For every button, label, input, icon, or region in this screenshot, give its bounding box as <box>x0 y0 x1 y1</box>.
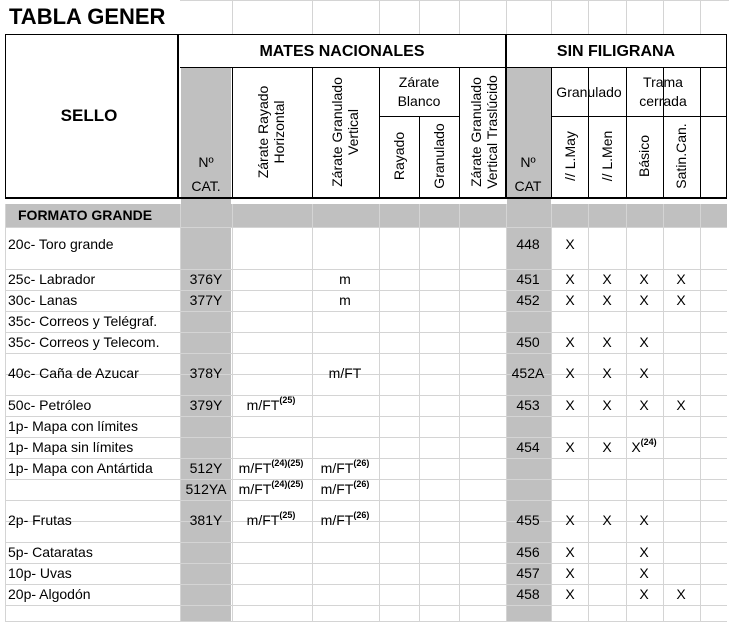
grid-vline <box>700 204 701 621</box>
basico-header: Básico <box>636 134 652 178</box>
grid-vline <box>626 204 627 621</box>
sello-name: 30c- Lanas <box>8 292 78 308</box>
grid-vline <box>419 204 420 621</box>
header-vdivider <box>459 67 460 198</box>
cell-bas: X <box>639 565 649 581</box>
l-may-header: // L.May <box>562 131 578 181</box>
cell-bas: X <box>639 397 649 413</box>
satin-can-header: Satin.Can. <box>673 123 689 189</box>
header-right-border <box>726 34 727 198</box>
cell-bas: X <box>639 544 649 560</box>
grid-vline <box>551 204 552 621</box>
cell-lmay: X <box>565 236 575 252</box>
section-formato-grande: FORMATO GRANDE <box>18 207 153 223</box>
grid-hline <box>5 269 727 270</box>
header-top-border <box>5 34 727 35</box>
grid-hline <box>5 605 727 606</box>
grid-vline-top <box>506 0 507 34</box>
header-vdivider <box>700 67 701 198</box>
cat1-header-line1: Nº <box>198 154 214 170</box>
cell-bas: X <box>639 334 649 350</box>
cell-lmen: X <box>602 439 612 455</box>
grid-vline-top <box>588 0 589 34</box>
sello-right-border <box>177 34 179 198</box>
grid-vline-top <box>663 0 664 34</box>
cell-lmay: X <box>565 512 575 528</box>
sello-name: 50c- Petróleo <box>8 397 92 413</box>
sello-name: 10p- Uvas <box>8 565 72 581</box>
cell-lmay: X <box>565 292 575 308</box>
cell-lmen: X <box>602 512 612 528</box>
cell-bas: X <box>639 586 649 602</box>
sello-name: 1p- Mapa con Antártida <box>8 460 153 476</box>
cell-bas: X <box>639 365 649 381</box>
cell-cat2: 455 <box>516 512 540 528</box>
grid-vline-top <box>700 0 701 34</box>
header-vdivider <box>551 67 552 198</box>
cell-cat2: 458 <box>516 586 540 602</box>
cell-lmay: X <box>565 439 575 455</box>
granulado-header: Granulado <box>431 123 447 189</box>
cell-cat1: 512Y <box>189 460 223 476</box>
cell-bas: X <box>639 271 649 287</box>
sin-filigrana-header: SIN FILIGRANA <box>556 43 676 60</box>
cat1-header-line2: CAT. <box>191 178 221 194</box>
grid-vline <box>663 204 664 621</box>
header-bottom-border <box>5 197 727 199</box>
cell-zgv: m/FT$^{(26)}$ <box>320 458 370 476</box>
cell-lmen: X <box>602 271 612 287</box>
cell-lmen: X <box>602 365 612 381</box>
grid-vline <box>5 204 6 621</box>
zarate-granulado-vertical-header: Zárate Granulado Vertical <box>329 77 361 187</box>
cell-cat2: 452A <box>511 365 545 381</box>
granulado-group-header: Granulado <box>556 84 622 100</box>
sello-header: SELLO <box>60 106 118 125</box>
zarate-blanco-header-line1: Zárate <box>398 74 440 90</box>
grid-hline <box>5 332 727 333</box>
cell-cat2: 456 <box>516 544 540 560</box>
l-men-header: // L.Men <box>599 130 615 182</box>
header-vdivider <box>312 67 313 198</box>
cell-zgv: m <box>339 292 351 308</box>
cell-cat2: 448 <box>516 236 540 252</box>
grid-vline-top <box>626 0 627 34</box>
sello-name: 25c- Labrador <box>8 271 96 287</box>
zarate-rayado-horizontal-header: Zárate Rayado Horizontal <box>255 85 287 179</box>
grid-hline <box>5 542 727 543</box>
cell-sat: X <box>676 292 686 308</box>
cell-lmay: X <box>565 365 575 381</box>
cell-sat: X <box>676 586 686 602</box>
sello-name: 5p- Cataratas <box>8 544 93 560</box>
granulado-trama-divider <box>626 67 627 198</box>
cell-cat2: 450 <box>516 334 540 350</box>
cell-bas: $X^{(24)}$ <box>631 437 657 455</box>
grid-hline <box>5 563 727 564</box>
sello-name: 1p- Mapa con límites <box>8 418 138 434</box>
cell-zrh: m/FT$^{(25)}$ <box>246 395 296 413</box>
cat2-header-line1: Nº <box>520 154 536 170</box>
cell-cat2: 452 <box>516 292 540 308</box>
cell-lmay: X <box>565 586 575 602</box>
table-title: TABLA GENER <box>9 4 166 29</box>
mates-nacionales-header: MATES NACIONALES <box>259 43 425 60</box>
cell-cat1: 512YA <box>185 481 227 497</box>
cell-cat2: 451 <box>516 271 540 287</box>
header-left-border <box>5 34 6 198</box>
cell-lmen: X <box>602 334 612 350</box>
zarate-blanco-sub-divider <box>419 117 420 198</box>
cell-cat1: 379Y <box>189 397 223 413</box>
grid-hline <box>5 311 727 312</box>
cell-zgv: m/FT$^{(26)}$ <box>320 510 370 528</box>
grid-hline-top <box>180 0 729 1</box>
grid-vline <box>312 204 313 621</box>
grid-vline <box>459 204 460 621</box>
cell-zrh: $m/FT^{(24)(25)}$ <box>238 458 304 476</box>
trama-cerrada-header-line2: cerrada <box>639 93 687 109</box>
group-divider-border <box>505 34 507 198</box>
cell-bas: X <box>639 512 649 528</box>
grid-hline <box>5 395 727 396</box>
cell-zgv: m/FT$^{(26)}$ <box>320 479 370 497</box>
grid-vline-top <box>419 0 420 34</box>
grid-vline-top <box>551 0 552 34</box>
cat2-header-line2: CAT <box>514 178 542 194</box>
cell-lmay: X <box>565 565 575 581</box>
rayado-header: Rayado <box>391 131 407 181</box>
cell-lmay: X <box>565 334 575 350</box>
cell-lmen: X <box>602 397 612 413</box>
cell-zrh: m/FT$^{(25)}$ <box>246 510 296 528</box>
zarate-blanco-header-line2: Blanco <box>397 93 441 109</box>
cell-lmay: X <box>565 397 575 413</box>
cell-cat1: 381Y <box>189 512 223 528</box>
grid-vline-top <box>459 0 460 34</box>
cat1-column-shade <box>181 68 231 621</box>
cell-cat2: 457 <box>516 565 540 581</box>
grid-vline-top <box>232 0 233 34</box>
grid-vline <box>588 204 589 621</box>
group-header-underline <box>180 67 727 68</box>
header-vdivider <box>232 67 233 198</box>
cell-bas: X <box>639 292 649 308</box>
grid-vline <box>379 204 380 621</box>
header-vdivider <box>379 67 380 198</box>
cell-lmay: X <box>565 271 575 287</box>
grid-vline <box>180 204 181 621</box>
granulado-trama-underline <box>551 116 726 117</box>
grid-hline <box>5 416 727 417</box>
grid-vline <box>506 204 507 621</box>
cell-cat2: 454 <box>516 439 540 455</box>
cell-sat: X <box>676 397 686 413</box>
zarate-blanco-underline <box>379 116 459 117</box>
grid-vline-top <box>312 0 313 34</box>
sello-name: 1p- Mapa sin límites <box>8 439 134 455</box>
cell-cat1: 377Y <box>189 292 223 308</box>
cell-cat1: 376Y <box>189 271 223 287</box>
cell-lmen: X <box>602 292 612 308</box>
cell-zgv: m <box>339 271 351 287</box>
grid-hline <box>5 500 727 501</box>
grid-hline <box>5 584 727 585</box>
sello-name: 40c- Caña de Azucar <box>8 365 139 381</box>
cell-zrh: $m/FT^{(24)(25)}$ <box>238 479 304 497</box>
sello-name: 35c- Correos y Telecom. <box>8 334 160 350</box>
sello-name: 35c- Correos y Telégraf. <box>8 313 158 329</box>
grid-vline <box>232 204 233 621</box>
cell-zgv: m/FT <box>328 365 362 381</box>
grid-hline <box>5 437 727 438</box>
grid-vline-top <box>379 0 380 34</box>
sello-name: 20c- Toro grande <box>8 236 114 252</box>
zarate-granulado-traslucido-header: Zárate Granulado Vertical Traslúcido <box>468 75 500 189</box>
sello-name: 20p- Algodón <box>8 586 91 602</box>
trama-cerrada-header-line1: Trama <box>643 74 683 90</box>
grid-hline <box>5 227 727 228</box>
cell-lmay: X <box>565 544 575 560</box>
cell-sat: X <box>676 271 686 287</box>
grid-hline <box>5 353 727 354</box>
sello-name: 2p- Frutas <box>8 512 72 528</box>
grid-hline <box>5 290 727 291</box>
cell-cat2: 453 <box>516 397 540 413</box>
cell-cat1: 378Y <box>189 365 223 381</box>
